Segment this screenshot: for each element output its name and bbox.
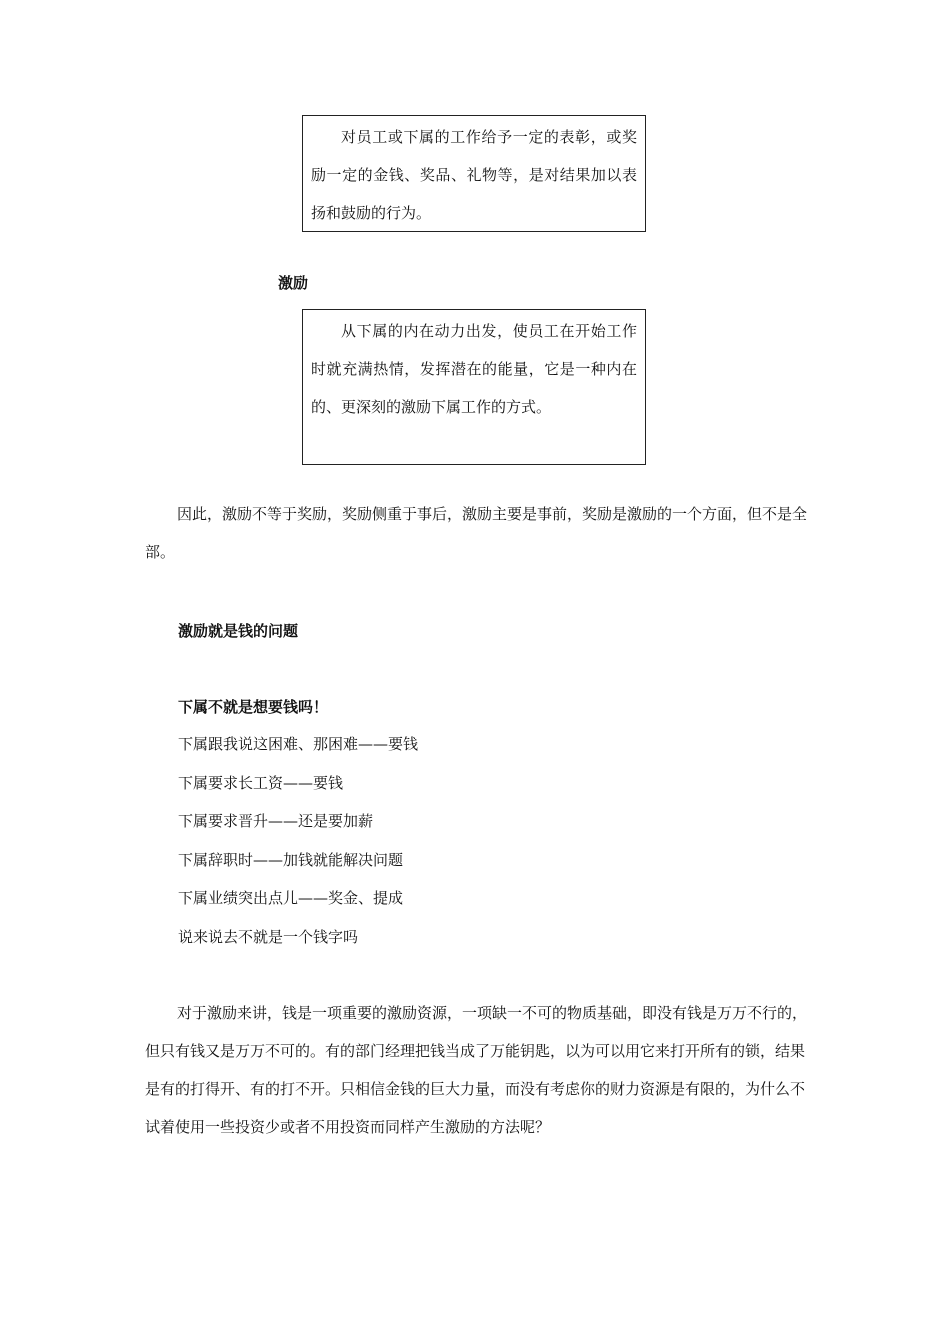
conclusion-paragraph: 因此，激励不等于奖励，奖励侧重于事后，激励主要是事前，奖励是激励的一个方面，但不是全部。 [145, 505, 808, 561]
money-discussion-paragraph: 对于激励来讲，钱是一项重要的激励资源，一项缺一不可的物质基础，即没有钱是万万不行的，但只有钱又是万万不可的。有的部门经理把钱当成了万能钥匙，以为可以用它来打开所有的锁，结果是有的打得开、有的打不开。只相信金钱的巨大力量，而没有考虑你的财力资源是有限的，为什么不试着使用一些投资少或者不用投资而同样产生激励的方法呢？ [145, 1004, 808, 1136]
list-item: 下属跟我说这困难、那困难——要钱 [178, 735, 419, 753]
incentive-label: 激励 [278, 274, 309, 292]
incentive-definition-box [302, 309, 646, 465]
list-item: 下属要求晋升——还是要加薪 [178, 812, 374, 830]
incentive-definition-text: 从下属的内在动力出发，使员工在开始工作时就充满热情，发挥潜在的能量，它是一种内在的、更深刻的激励下属工作的方式。 [311, 322, 637, 416]
list-item: 说来说去不就是一个钱字吗 [178, 927, 359, 946]
list-item: 下属辞职时——加钱就能解决问题 [178, 850, 404, 869]
list-item: 下属要求长工资——要钱 [178, 773, 344, 792]
sub-heading: 下属不就是想要钱吗！ [178, 698, 329, 716]
reward-definition-box [302, 115, 646, 232]
money-reasons-list [178, 725, 418, 956]
reward-definition-text: 对员工或下属的工作给予一定的表彰，或奖励一定的金钱、奖品、礼物等，是对结果加以表扬和鼓励的行为。 [311, 128, 637, 222]
section-heading: 激励就是钱的问题 [178, 622, 299, 640]
list-item: 下属业绩突出点儿——奖金、提成 [178, 889, 404, 907]
